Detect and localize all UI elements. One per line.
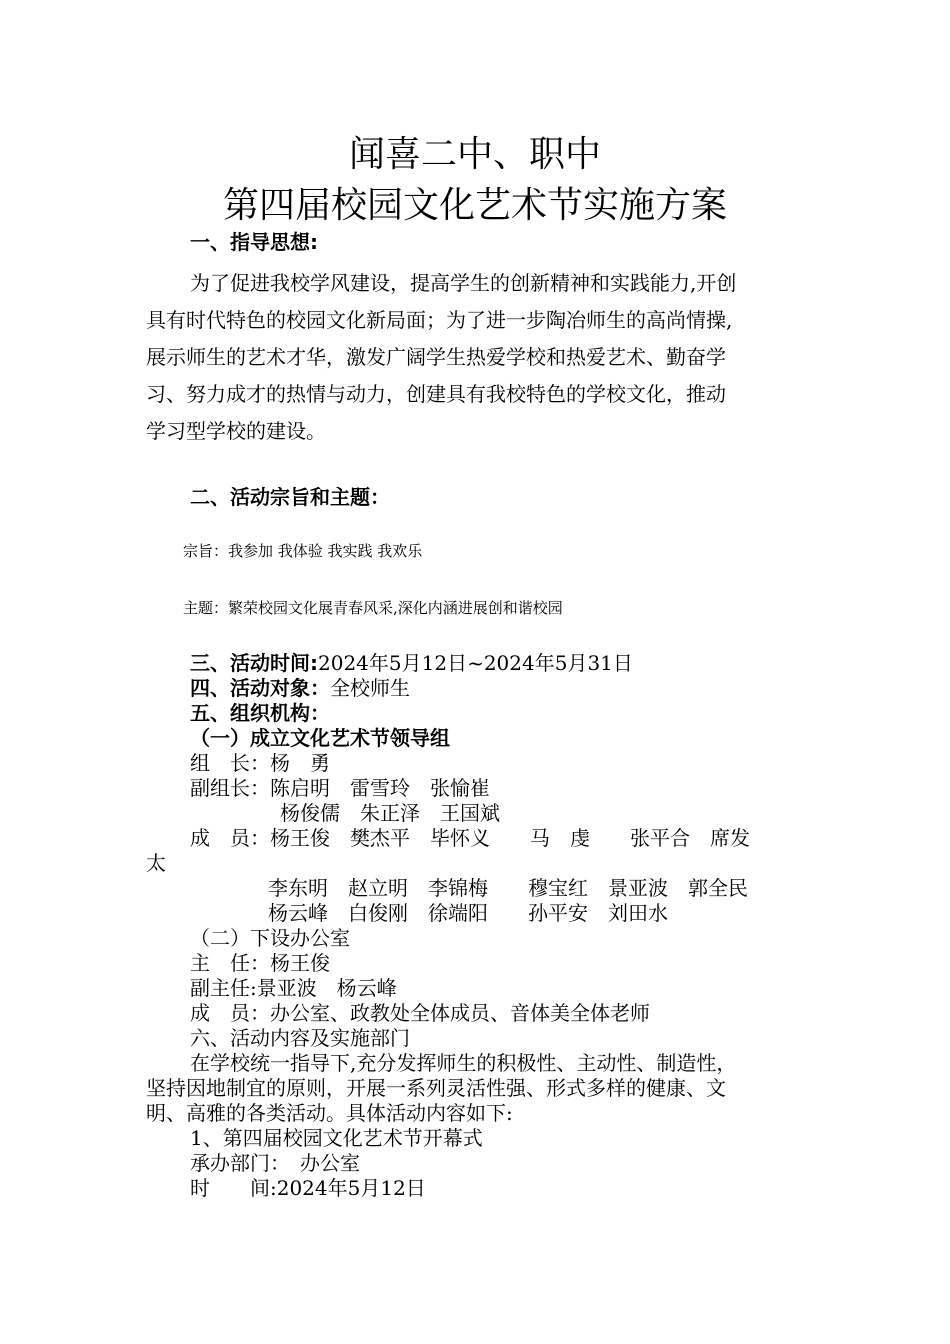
deputy-leaders-line-1: 副组长：陈启明 雷雪玲 张愉崔 xyxy=(190,776,490,800)
activity-item-1-time: 时 间:2024年5月12日 xyxy=(190,1176,426,1200)
section-1-line-2: 具有时代特色的校园文化新局面；为了进一步陶冶师生的高尚情操, xyxy=(146,308,733,332)
activity-target-value: 全校师生 xyxy=(330,676,410,700)
members-line-2: 李东明 赵立明 李锦梅 穆宝红 景亚波 郭全民 xyxy=(268,876,748,900)
purpose-text: 宗旨：我参加 我体验 我实践 我欢乐 xyxy=(183,542,423,560)
section-6-line-1: 在学校统一指导下,充分发挥师生的积极性、主动性、制造性， xyxy=(190,1051,737,1075)
section-2-heading: 二、活动宗旨和主题： xyxy=(190,485,390,509)
section-6-line-2: 坚持因地制宜的原则，开展一系列灵活性强、形式多样的健康、文 xyxy=(146,1076,726,1100)
office-members-line: 成 员：办公室、政教处全体成员、音体美全体老师 xyxy=(190,1001,650,1025)
section-1-line-3: 展示师生的艺术才华，激发广阔学生热爱学校和热爱艺术、勤奋学 xyxy=(146,345,726,369)
members-line-3: 杨云峰 白俊刚 徐端阳 孙平安 刘田水 xyxy=(268,901,668,925)
office-director-line: 主 任：杨王俊 xyxy=(190,951,330,975)
section-1-line-5: 学习型学校的建设。 xyxy=(146,419,326,443)
members-line-1: 成 员：杨王俊 樊杰平 毕怀义 马 虔 张平合 席发 xyxy=(190,826,750,850)
group-leader-line: 组 长：杨 勇 xyxy=(190,751,330,775)
activity-target xyxy=(190,676,410,700)
activity-item-1-department: 承办部门： 办公室 xyxy=(190,1151,360,1175)
section-1-line-4: 习、努力成才的热情与动力，创建具有我校特色的学校文化，推动 xyxy=(146,382,726,406)
deputy-leaders-line-2: 杨俊儒 朱正泽 王国斌 xyxy=(280,801,500,825)
office-vice-director-line: 副主任:景亚波 杨云峰 xyxy=(190,976,397,1000)
members-line-1-wrap: 太 xyxy=(146,851,166,875)
leadership-group-heading: （一）成立文化艺术节领导组 xyxy=(190,726,450,750)
activity-time xyxy=(190,651,633,675)
section-5-heading: 五、组织机构： xyxy=(190,701,330,725)
office-heading: （二）下设办公室 xyxy=(190,926,350,950)
activity-time-value: 2024年5月12日~2024年5月31日 xyxy=(318,651,633,675)
section-6-line-3: 明、高雅的各类活动。具体活动内容如下: xyxy=(146,1101,513,1125)
section-6-heading: 六、活动内容及实施部门 xyxy=(190,1026,410,1050)
section-1-heading: 一、指导思想: xyxy=(190,230,318,254)
title-line-2: 第四届校园文化艺术节实施方案 xyxy=(222,185,727,226)
section-1-line-1: 为了促进我校学风建设，提高学生的创新精神和实践能力,开创 xyxy=(190,271,737,295)
title-line-1: 闻喜二中、职中 xyxy=(348,134,601,175)
theme-text: 主题：繁荣校园文化展青春风采,深化内涵进展创和谐校园 xyxy=(183,599,563,617)
activity-target-label: 四、活动对象： xyxy=(190,676,330,700)
activity-item-1: 1、第四届校园文化艺术节开幕式 xyxy=(190,1126,483,1150)
activity-time-label: 三、活动时间: xyxy=(190,651,318,675)
